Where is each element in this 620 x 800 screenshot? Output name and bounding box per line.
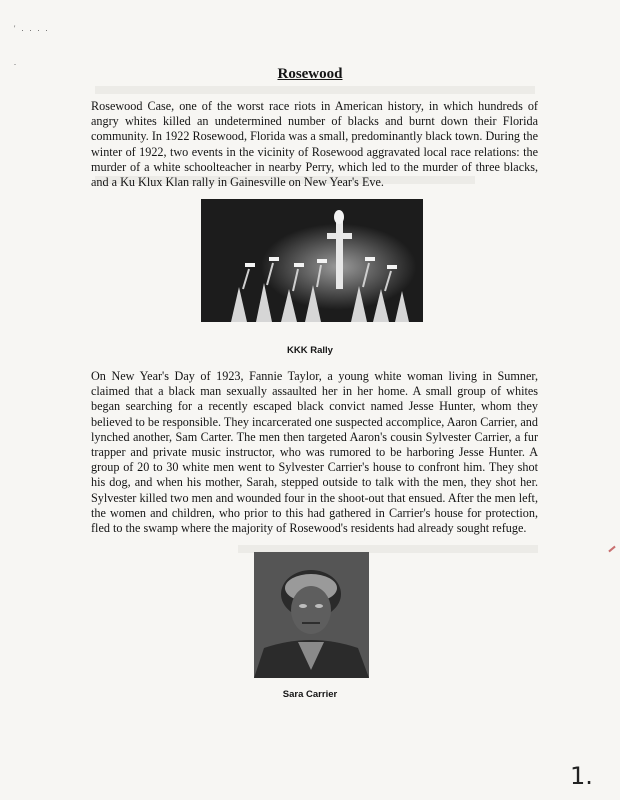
events-paragraph: On New Year's Day of 1923, Fannie Taylor, a young white woman living in Sumner, claimed that a black man sexually assaulted her in her home. A small group of whites began searching for a recently escaped black convict named Jesse Hunter, whom they believed to be responsible. They incarcerated one suspected accomplice, Aaron Carrier, and lynched another, Sam Carter. The men then targeted Aaron's cousin Sylvester Carrier, a fur trapper and private music instructor, who was rumored to be harboring Jesse Hunter. A group of 20 to 30 white men went to Sylvester Carrier's house to confront him. They shot his dog, and when his mother, Sarah, stepped outside to talk with the men, they shot her. Sylvester killed two men and wounded four in the shoot-out that ensued. After the men left, the women and children, who prior to this had gathered in Carrier's house for protection, fled to the swamp where the majority of Rosewood's residents had already sought refuge. bbox=[91, 369, 538, 536]
kkk-rally-photo bbox=[201, 199, 423, 322]
scan-speck: . bbox=[14, 58, 16, 67]
bleed-through-line bbox=[95, 86, 535, 94]
page-number: 1. bbox=[570, 762, 593, 790]
kkk-rally-caption: KKK Rally bbox=[287, 345, 333, 356]
scan-speck: ' . . . . bbox=[14, 24, 50, 33]
intro-paragraph: Rosewood Case, one of the worst race riots in American history, in which hundreds of angry whites killed an undetermined number of blacks and burnt down their Florida community. In 1922 Rosewood, Florida was a small, predominantly black town. During the winter of 1922, two events in the vicinity of Rosewood aggravated local race relations: the murder of a white schoolteacher in nearby Perry, which led to the murder of three blacks, and a Ku Klux Klan rally in Gainesville on New Year's Eve. bbox=[91, 99, 538, 190]
sara-carrier-caption: Sara Carrier bbox=[282, 689, 338, 700]
sara-carrier-photo bbox=[254, 552, 369, 678]
pen-mark bbox=[608, 546, 615, 553]
page-title: Rosewood bbox=[277, 66, 343, 82]
